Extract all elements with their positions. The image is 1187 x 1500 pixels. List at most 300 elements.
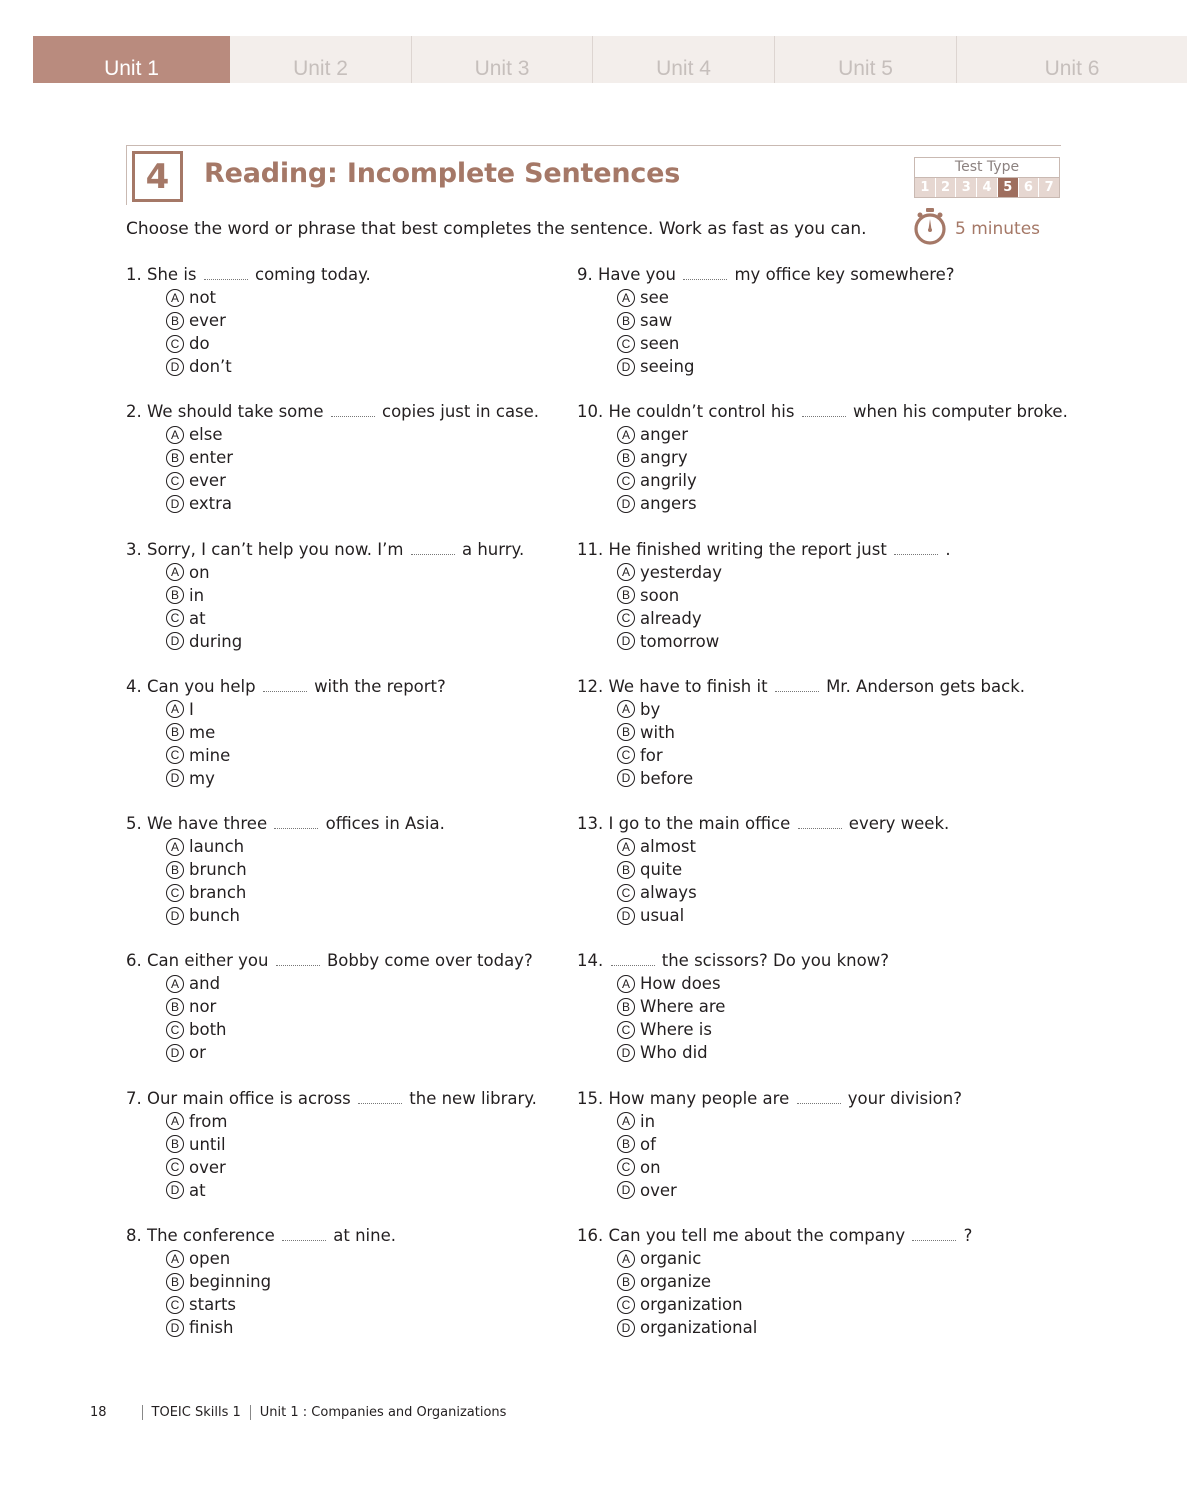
option-text: beginning xyxy=(189,1272,272,1292)
answer-option[interactable] xyxy=(617,904,1068,927)
question-1 xyxy=(126,264,539,401)
answer-option[interactable] xyxy=(617,972,1068,995)
question-stem xyxy=(577,1225,1068,1247)
option-text: both xyxy=(189,1020,227,1040)
option-letter-circle-icon[interactable]: A xyxy=(166,1250,184,1268)
question-16 xyxy=(577,1225,1068,1362)
page-footer xyxy=(90,1405,506,1420)
option-letter-circle-icon[interactable]: C xyxy=(617,884,635,902)
answer-option[interactable] xyxy=(617,561,1068,584)
option-letter-circle-icon[interactable]: D xyxy=(617,495,635,513)
option-letter-circle-icon[interactable]: B xyxy=(166,1135,184,1153)
test-type-4: 4 xyxy=(977,178,998,197)
answer-option[interactable] xyxy=(166,1041,539,1064)
answer-option[interactable] xyxy=(617,469,1068,492)
questions-left-column xyxy=(126,264,539,1362)
option-text: angry xyxy=(640,448,688,468)
question-text-after: the scissors? Do you know? xyxy=(661,951,889,971)
question-text-before: 14. xyxy=(577,951,604,971)
option-text: before xyxy=(640,768,694,788)
answer-option[interactable] xyxy=(166,492,539,515)
answer-option[interactable] xyxy=(166,1293,539,1316)
option-text: already xyxy=(640,608,702,628)
answer-option[interactable] xyxy=(617,332,1068,355)
question-text-after: Mr. Anderson gets back. xyxy=(826,676,1025,696)
option-text: usual xyxy=(640,906,685,926)
question-text-before: 2. We should take some xyxy=(126,402,324,422)
option-letter-circle-icon[interactable]: B xyxy=(617,312,635,330)
answer-option[interactable] xyxy=(617,355,1068,378)
option-letter-circle-icon[interactable]: A xyxy=(617,838,635,856)
answer-option[interactable] xyxy=(617,286,1068,309)
answer-option[interactable] xyxy=(617,1179,1068,1202)
option-text: in xyxy=(189,585,205,605)
option-letter-circle-icon[interactable]: A xyxy=(617,700,635,718)
question-15 xyxy=(577,1088,1068,1225)
answer-option[interactable] xyxy=(166,286,539,309)
test-type-numbers xyxy=(915,177,1059,197)
question-6 xyxy=(126,950,539,1087)
option-text: branch xyxy=(189,883,247,903)
book-title: TOEIC Skills 1 xyxy=(151,1405,241,1420)
question-text-before: 15. How many people are xyxy=(577,1088,790,1108)
option-text: nor xyxy=(189,997,217,1017)
question-text-after: every week. xyxy=(848,814,950,834)
question-text-before: 1. She is xyxy=(126,265,197,284)
option-letter-circle-icon[interactable]: B xyxy=(166,312,184,330)
option-text: almost xyxy=(640,837,696,857)
question-stem xyxy=(126,539,539,561)
option-text: organic xyxy=(640,1249,702,1269)
option-text: don’t xyxy=(189,357,232,376)
question-stem xyxy=(577,813,1068,835)
question-stem xyxy=(577,401,1068,423)
answer-option[interactable] xyxy=(166,767,539,790)
answer-blank xyxy=(798,815,842,829)
question-text-before: 13. I go to the main office xyxy=(577,814,791,834)
answer-option[interactable] xyxy=(617,1247,1068,1270)
option-text: until xyxy=(189,1134,226,1154)
option-letter-circle-icon[interactable]: D xyxy=(617,1319,635,1337)
option-text: not xyxy=(189,288,217,307)
tab-unit-1[interactable]: Unit 1 xyxy=(33,36,230,83)
stopwatch-icon xyxy=(913,208,947,246)
question-stem xyxy=(126,676,539,698)
option-text: always xyxy=(640,883,697,903)
option-letter-circle-icon[interactable]: B xyxy=(617,998,635,1016)
footer-divider xyxy=(142,1405,143,1420)
option-text: How does xyxy=(640,974,721,994)
answer-option[interactable] xyxy=(617,1316,1068,1339)
answer-option[interactable] xyxy=(617,492,1068,515)
question-text-after: coming today. xyxy=(255,265,371,284)
option-letter-circle-icon[interactable]: B xyxy=(617,861,635,879)
question-text-after: copies just in case. xyxy=(382,402,540,422)
option-letter-circle-icon[interactable]: C xyxy=(166,1296,184,1314)
option-text: by xyxy=(640,699,661,719)
option-text: soon xyxy=(640,585,680,605)
option-letter-circle-icon[interactable]: A xyxy=(166,1112,184,1130)
option-letter-circle-icon[interactable]: A xyxy=(617,1112,635,1130)
question-text-after: your division? xyxy=(847,1088,962,1108)
answer-option[interactable] xyxy=(617,1156,1068,1179)
option-text: over xyxy=(189,1157,226,1177)
answer-blank xyxy=(797,1090,841,1104)
option-text: over xyxy=(640,1180,677,1200)
answer-blank xyxy=(331,403,375,417)
question-text-before: 9. Have you xyxy=(577,265,676,284)
option-text: quite xyxy=(640,860,683,880)
option-letter-circle-icon[interactable]: D xyxy=(166,1319,184,1337)
question-stem xyxy=(126,1088,539,1110)
answer-option[interactable] xyxy=(617,584,1068,607)
answer-blank xyxy=(775,678,819,692)
answer-option[interactable] xyxy=(617,995,1068,1018)
answer-option[interactable] xyxy=(617,835,1068,858)
section-number-box: 4 xyxy=(132,151,183,202)
option-letter-circle-icon[interactable]: C xyxy=(617,746,635,764)
question-stem xyxy=(577,264,1068,286)
option-letter-circle-icon[interactable]: A xyxy=(617,426,635,444)
answer-blank xyxy=(802,403,846,417)
option-text: enter xyxy=(189,448,234,468)
option-letter-circle-icon[interactable]: B xyxy=(617,586,635,604)
option-letter-circle-icon[interactable]: D xyxy=(166,1181,184,1199)
answer-option[interactable] xyxy=(166,835,539,858)
question-5 xyxy=(126,813,539,950)
question-11 xyxy=(577,539,1068,676)
option-letter-circle-icon[interactable]: D xyxy=(617,358,635,376)
option-text: at xyxy=(189,608,206,628)
timer xyxy=(913,208,1040,246)
question-stem xyxy=(126,264,539,286)
option-text: or xyxy=(189,1043,206,1063)
question-stem xyxy=(577,950,1068,972)
answer-option[interactable] xyxy=(166,309,539,332)
question-9 xyxy=(577,264,1068,401)
question-4 xyxy=(126,676,539,813)
answer-option[interactable] xyxy=(166,721,539,744)
option-text: ever xyxy=(189,471,226,491)
test-type-1: 1 xyxy=(915,178,936,197)
option-text: organize xyxy=(640,1272,712,1292)
option-text: yesterday xyxy=(640,562,722,582)
tab-unit-2[interactable]: Unit 2 xyxy=(230,36,412,83)
option-text: saw xyxy=(640,311,673,330)
option-letter-circle-icon[interactable]: B xyxy=(617,1273,635,1291)
question-2 xyxy=(126,401,539,538)
question-text-after: my office key somewhere? xyxy=(734,265,955,284)
option-letter-circle-icon[interactable]: B xyxy=(617,723,635,741)
option-letter-circle-icon[interactable]: A xyxy=(617,975,635,993)
question-text-before: 5. We have three xyxy=(126,814,268,834)
question-text-after: Bobby come over today? xyxy=(326,951,533,971)
option-text: open xyxy=(189,1249,231,1269)
option-letter-circle-icon[interactable]: B xyxy=(617,1135,635,1153)
option-letter-circle-icon[interactable]: D xyxy=(166,769,184,787)
option-letter-circle-icon[interactable]: B xyxy=(166,998,184,1016)
question-text-before: 7. Our main office is across xyxy=(126,1088,351,1108)
option-text: my xyxy=(189,768,215,788)
test-type-5-active: 5 xyxy=(998,178,1019,197)
answer-blank xyxy=(358,1090,402,1104)
test-type-3: 3 xyxy=(956,178,977,197)
option-letter-circle-icon[interactable]: C xyxy=(617,1158,635,1176)
option-letter-circle-icon[interactable]: A xyxy=(166,975,184,993)
option-letter-circle-icon[interactable]: C xyxy=(166,884,184,902)
option-letter-circle-icon[interactable]: D xyxy=(166,495,184,513)
option-text: at xyxy=(189,1180,206,1200)
question-text-before: 8. The conference xyxy=(126,1226,275,1246)
option-text: on xyxy=(189,562,210,582)
option-text: angers xyxy=(640,494,697,514)
answer-option[interactable] xyxy=(617,767,1068,790)
question-13 xyxy=(577,813,1068,950)
answer-option[interactable] xyxy=(617,1293,1068,1316)
option-letter-circle-icon[interactable]: C xyxy=(617,1021,635,1039)
option-letter-circle-icon[interactable]: C xyxy=(166,1021,184,1039)
answer-option[interactable] xyxy=(166,355,539,378)
question-text-after: . xyxy=(945,539,951,559)
question-text-before: 10. He couldn’t control his xyxy=(577,402,795,422)
answer-blank xyxy=(411,541,455,555)
option-letter-circle-icon[interactable]: A xyxy=(166,426,184,444)
answer-option[interactable] xyxy=(166,561,539,584)
option-text: ever xyxy=(189,311,226,330)
option-text: organization xyxy=(640,1295,743,1315)
answer-blank xyxy=(912,1227,956,1241)
option-letter-circle-icon[interactable]: C xyxy=(617,335,635,353)
answer-option[interactable] xyxy=(617,744,1068,767)
answer-option[interactable] xyxy=(617,1018,1068,1041)
option-letter-circle-icon[interactable]: A xyxy=(166,838,184,856)
option-text: from xyxy=(189,1111,228,1131)
answer-option[interactable] xyxy=(166,881,539,904)
tab-unit-4[interactable]: Unit 4 xyxy=(593,36,775,83)
option-text: for xyxy=(640,745,663,765)
question-text-before: 4. Can you help xyxy=(126,676,256,696)
option-letter-circle-icon[interactable]: C xyxy=(166,1158,184,1176)
answer-option[interactable] xyxy=(617,607,1068,630)
answer-option[interactable] xyxy=(617,446,1068,469)
section-left-divider xyxy=(126,145,127,205)
questions-right-column xyxy=(577,264,1068,1362)
option-text: finish xyxy=(189,1318,234,1338)
question-stem xyxy=(577,539,1068,561)
option-letter-circle-icon[interactable]: B xyxy=(166,1273,184,1291)
test-type-indicator xyxy=(914,157,1060,198)
question-text-after: ? xyxy=(963,1226,973,1246)
answer-blank xyxy=(282,1227,326,1241)
option-letter-circle-icon[interactable]: D xyxy=(166,632,184,650)
option-text: with xyxy=(640,722,676,742)
test-type-2: 2 xyxy=(936,178,957,197)
option-text: I xyxy=(189,699,194,719)
answer-option[interactable] xyxy=(617,423,1068,446)
question-text-before: 3. Sorry, I can’t help you now. I’m xyxy=(126,539,404,559)
page-number: 18 xyxy=(90,1405,107,1420)
question-stem xyxy=(126,401,539,423)
tab-unit-3[interactable]: Unit 3 xyxy=(412,36,593,83)
option-letter-circle-icon[interactable]: C xyxy=(617,472,635,490)
unit-title: Unit 1 : Companies and Organizations xyxy=(259,1405,507,1420)
option-text: me xyxy=(189,722,216,742)
answer-option[interactable] xyxy=(166,972,539,995)
question-text-after: when his computer broke. xyxy=(852,402,1068,422)
option-letter-circle-icon[interactable]: C xyxy=(617,1296,635,1314)
answer-option[interactable] xyxy=(617,1133,1068,1156)
question-8 xyxy=(126,1225,539,1362)
option-letter-circle-icon[interactable]: D xyxy=(617,632,635,650)
option-letter-circle-icon[interactable]: A xyxy=(617,1250,635,1268)
answer-option[interactable] xyxy=(166,584,539,607)
question-12 xyxy=(577,676,1068,813)
option-letter-circle-icon[interactable]: A xyxy=(166,563,184,581)
question-text-after: with the report? xyxy=(314,676,446,696)
answer-option[interactable] xyxy=(166,1179,539,1202)
answer-option[interactable] xyxy=(166,1110,539,1133)
answer-blank xyxy=(611,952,655,966)
answer-option[interactable] xyxy=(166,1316,539,1339)
option-text: tomorrow xyxy=(640,631,720,651)
tab-unit-5[interactable]: Unit 5 xyxy=(775,36,957,83)
answer-option[interactable] xyxy=(166,607,539,630)
footer-divider xyxy=(250,1405,251,1420)
section-title: Reading: Incomplete Sentences xyxy=(204,158,681,189)
option-letter-circle-icon[interactable]: C xyxy=(166,335,184,353)
answer-option[interactable] xyxy=(166,423,539,446)
answer-option[interactable] xyxy=(166,1247,539,1270)
option-text: starts xyxy=(189,1295,237,1315)
answer-option[interactable] xyxy=(166,446,539,469)
option-letter-circle-icon[interactable]: A xyxy=(617,289,635,307)
option-text: mine xyxy=(189,745,231,765)
option-letter-circle-icon[interactable]: D xyxy=(617,907,635,925)
test-type-label: Test Type xyxy=(954,159,1020,175)
option-letter-circle-icon[interactable]: D xyxy=(166,907,184,925)
option-letter-circle-icon[interactable]: D xyxy=(617,769,635,787)
option-letter-circle-icon[interactable]: D xyxy=(166,358,184,376)
unit-tabs xyxy=(33,36,1187,83)
answer-option[interactable] xyxy=(166,1018,539,1041)
option-text: Where are xyxy=(640,997,726,1017)
option-text: seen xyxy=(640,334,680,353)
option-text: Who did xyxy=(640,1043,708,1063)
option-text: and xyxy=(189,974,221,994)
answer-option[interactable] xyxy=(617,881,1068,904)
option-text: anger xyxy=(640,425,688,445)
answer-option[interactable] xyxy=(166,469,539,492)
answer-option[interactable] xyxy=(617,1270,1068,1293)
option-letter-circle-icon[interactable]: B xyxy=(617,449,635,467)
answer-option[interactable] xyxy=(617,698,1068,721)
option-letter-circle-icon[interactable]: C xyxy=(166,472,184,490)
option-text: on xyxy=(640,1157,661,1177)
option-letter-circle-icon[interactable]: C xyxy=(166,609,184,627)
option-text: during xyxy=(189,631,243,651)
answer-option[interactable] xyxy=(617,630,1068,653)
answer-option[interactable] xyxy=(617,858,1068,881)
timer-text: 5 minutes xyxy=(955,219,1041,239)
option-letter-circle-icon[interactable]: B xyxy=(166,861,184,879)
answer-option[interactable] xyxy=(166,630,539,653)
option-letter-circle-icon[interactable]: B xyxy=(166,449,184,467)
option-text: extra xyxy=(189,494,232,514)
question-stem xyxy=(126,950,539,972)
question-stem xyxy=(126,1225,539,1247)
answer-option[interactable] xyxy=(166,904,539,927)
option-letter-circle-icon[interactable]: B xyxy=(166,586,184,604)
answer-blank xyxy=(263,678,307,692)
question-stem xyxy=(577,676,1068,698)
answer-option[interactable] xyxy=(617,1110,1068,1133)
answer-option[interactable] xyxy=(166,1270,539,1293)
answer-blank xyxy=(276,952,320,966)
answer-option[interactable] xyxy=(166,1156,539,1179)
tab-unit-6[interactable]: Unit 6 xyxy=(1044,57,1100,80)
answer-option[interactable] xyxy=(166,858,539,881)
option-text: angrily xyxy=(640,471,697,491)
option-letter-circle-icon[interactable]: D xyxy=(166,1044,184,1062)
option-letter-circle-icon[interactable]: B xyxy=(166,723,184,741)
option-text: bunch xyxy=(189,906,240,926)
option-text: in xyxy=(640,1111,656,1131)
option-letter-circle-icon[interactable]: A xyxy=(166,289,184,307)
answer-option[interactable] xyxy=(166,332,539,355)
question-14 xyxy=(577,950,1068,1087)
answer-blank xyxy=(894,541,938,555)
section-top-divider xyxy=(126,145,1061,146)
question-7 xyxy=(126,1088,539,1225)
test-type-6: 6 xyxy=(1019,178,1040,197)
option-text: of xyxy=(640,1134,656,1154)
option-letter-circle-icon[interactable]: A xyxy=(617,563,635,581)
instructions: Choose the word or phrase that best completes the sentence. Work as fast as you can. xyxy=(126,219,867,239)
answer-option[interactable] xyxy=(166,995,539,1018)
answer-option[interactable] xyxy=(166,1133,539,1156)
answer-option[interactable] xyxy=(617,309,1068,332)
option-text: brunch xyxy=(189,860,247,880)
answer-option[interactable] xyxy=(166,698,539,721)
question-text-after: the new library. xyxy=(409,1088,537,1108)
answer-blank xyxy=(204,266,248,280)
answer-blank xyxy=(274,815,318,829)
option-text: organizational xyxy=(640,1318,758,1338)
option-text: Where is xyxy=(640,1020,712,1040)
question-text-before: 11. He finished writing the report just xyxy=(577,539,887,559)
option-letter-circle-icon[interactable]: A xyxy=(166,700,184,718)
answer-option[interactable] xyxy=(617,1041,1068,1064)
option-letter-circle-icon[interactable]: C xyxy=(166,746,184,764)
question-stem xyxy=(126,813,539,835)
question-text-after: offices in Asia. xyxy=(325,814,445,834)
option-text: see xyxy=(640,288,669,307)
option-letter-circle-icon[interactable]: D xyxy=(617,1044,635,1062)
option-text: launch xyxy=(189,837,245,857)
answer-option[interactable] xyxy=(166,744,539,767)
answer-option[interactable] xyxy=(617,721,1068,744)
question-3 xyxy=(126,539,539,676)
option-text: else xyxy=(189,425,223,445)
answer-blank xyxy=(683,266,727,280)
option-letter-circle-icon[interactable]: C xyxy=(617,609,635,627)
test-type-7: 7 xyxy=(1039,178,1059,197)
option-text: seeing xyxy=(640,357,695,376)
question-text-after: at nine. xyxy=(333,1226,396,1246)
question-text-after: a hurry. xyxy=(461,539,525,559)
option-letter-circle-icon[interactable]: D xyxy=(617,1181,635,1199)
question-text-before: 6. Can either you xyxy=(126,951,269,971)
